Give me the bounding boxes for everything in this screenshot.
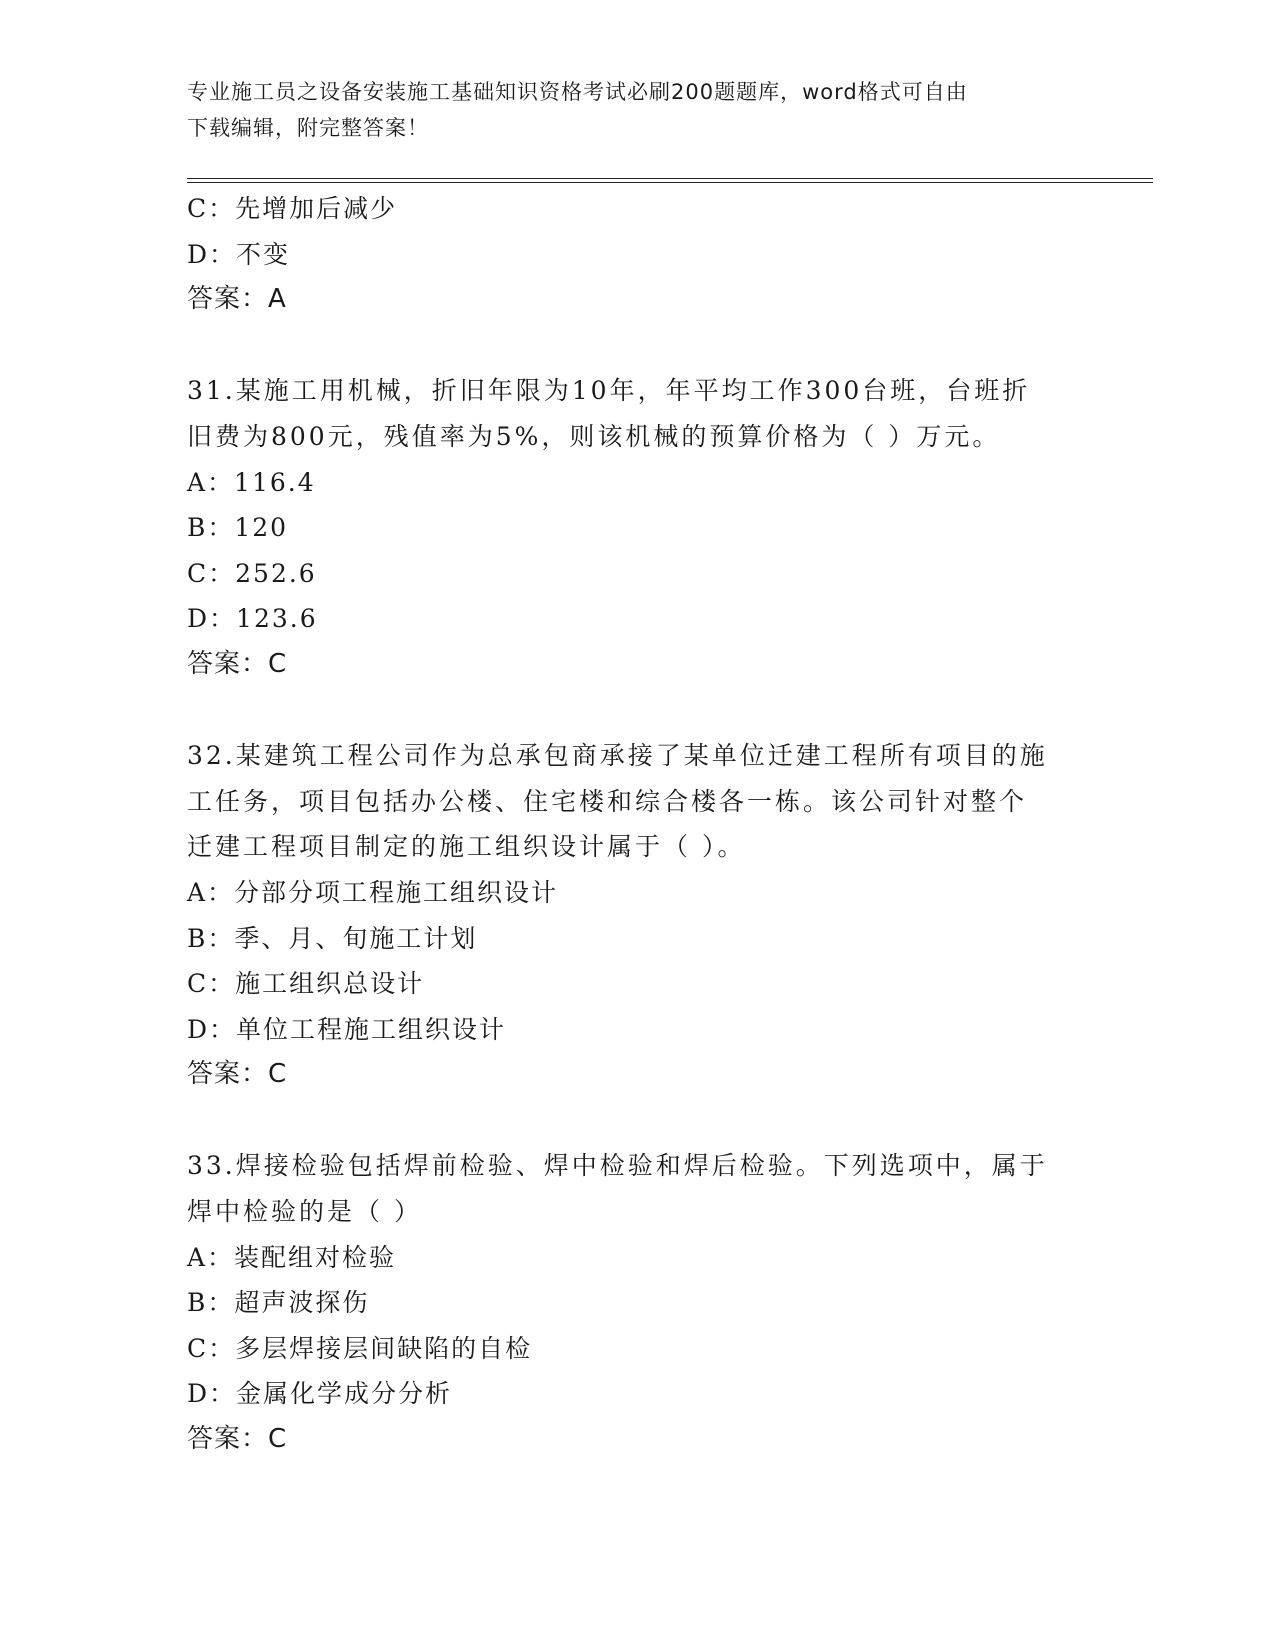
question-30-continued (187, 186, 1087, 323)
header-title-line-2: 下载编辑，附完整答案！ (187, 116, 429, 140)
option-a: A：116.4 (187, 467, 316, 497)
spacer (187, 1098, 1087, 1144)
option-c: C：先增加后减少 (187, 194, 398, 223)
option-a: A：分部分项工程施工组织设计 (187, 877, 559, 907)
answer-line: 答案：C (187, 1424, 288, 1455)
option-b: B：季、月、旬施工计划 (187, 923, 478, 953)
option-b: B：超声波探伤 (187, 1288, 370, 1318)
question-stem (187, 1143, 1087, 1234)
option-b: B：120 (187, 513, 289, 543)
header-double-rule (187, 178, 1153, 183)
question-stem (187, 368, 1087, 459)
answer-line: 答案：C (187, 648, 288, 679)
question-stem-line: 迁建工程项目制定的施工组织设计属于（ ）。 (187, 832, 746, 862)
document-body (187, 186, 1087, 1463)
question-stem-line: 31.某施工用机械，折旧年限为10年，年平均工作300台班，台班折 (187, 376, 1031, 406)
question-stem-line: 焊中检验的是（ ） (187, 1197, 422, 1227)
document-header (187, 74, 1067, 146)
question-31 (187, 368, 1087, 687)
question-32 (187, 733, 1087, 1098)
answer-line: 答案：C (187, 1059, 288, 1090)
question-stem-line: 32.某建筑工程公司作为总承包商承接了某单位迁建工程所有项目的施 (187, 741, 1048, 771)
option-d: D：123.6 (187, 604, 318, 634)
question-stem (187, 733, 1087, 870)
question-stem-line: 工任务，项目包括办公楼、住宅楼和综合楼各一栋。该公司针对整个 (187, 786, 1028, 816)
header-title-line-1: 专业施工员之设备安装施工基础知识资格考试必刷200题题库，word格式可自由 (187, 80, 968, 104)
spacer (187, 688, 1087, 734)
option-c: C：施工组织总设计 (187, 969, 425, 999)
option-d: D：不变 (187, 239, 291, 269)
option-a: A：装配组对检验 (187, 1242, 397, 1272)
question-33 (187, 1143, 1087, 1462)
option-c: C：多层焊接层间缺陷的自检 (187, 1333, 533, 1363)
answer-line: 答案：A (187, 284, 287, 315)
option-c: C：252.6 (187, 558, 317, 588)
spacer (187, 323, 1087, 369)
option-d: D：金属化学成分分析 (187, 1379, 453, 1409)
question-stem-line: 旧费为800元，残值率为5%，则该机械的预算价格为（ ）万元。 (187, 421, 1001, 451)
question-stem-line: 33.焊接检验包括焊前检验、焊中检验和焊后检验。下列选项中，属于 (187, 1151, 1048, 1181)
option-d: D：单位工程施工组织设计 (187, 1014, 507, 1044)
